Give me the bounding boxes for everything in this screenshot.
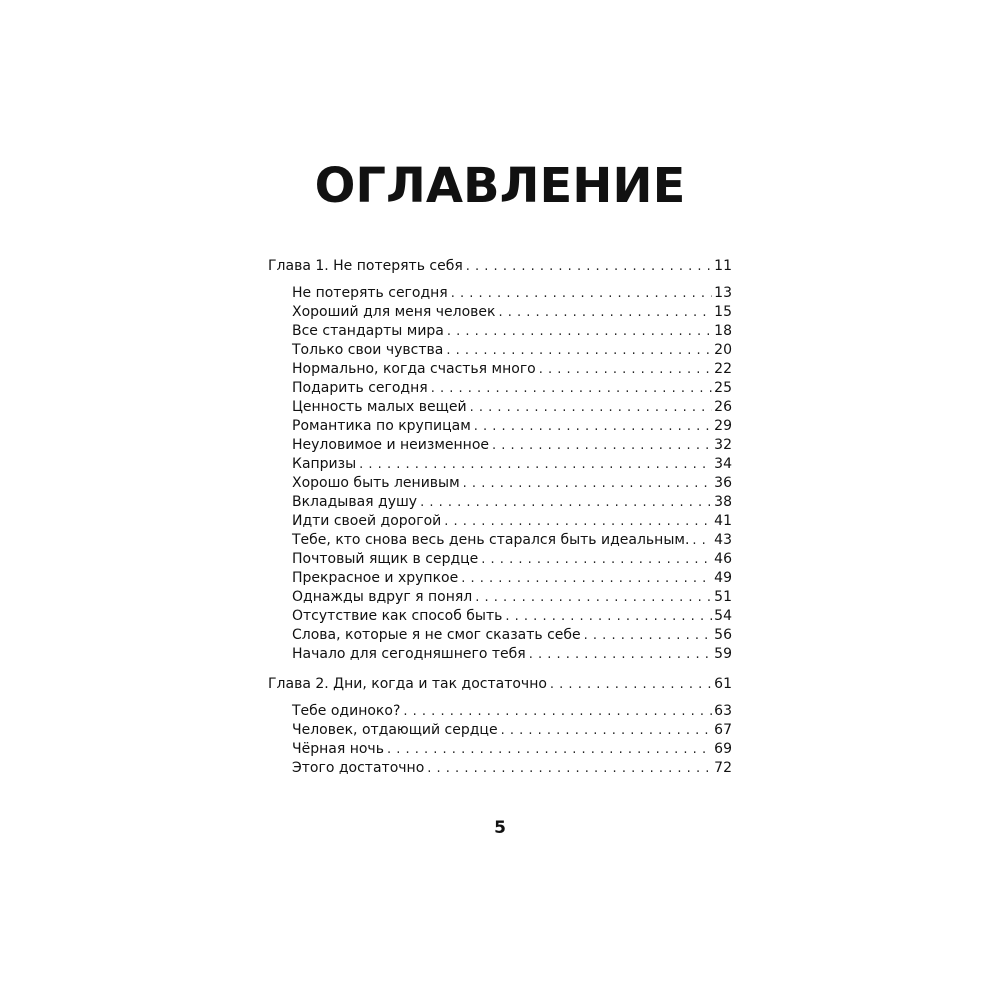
toc-entry[interactable]: [268, 379, 732, 398]
entry-page-number: 26: [714, 399, 732, 415]
entry-title: Подарить сегодня: [292, 380, 428, 396]
entry-page-number: 34: [714, 456, 732, 472]
entry-title: Слова, которые я не смог сказать себе: [292, 627, 581, 643]
toc-entry[interactable]: [268, 341, 732, 360]
entry-title: Хорошо быть ленивым: [292, 475, 460, 491]
entry-page-number: 25: [714, 380, 732, 396]
toc-entry[interactable]: [268, 455, 732, 474]
chapter-2: [268, 674, 732, 778]
toc-entry[interactable]: [268, 645, 732, 664]
entry-page-number: 13: [714, 285, 732, 301]
page-number: 5: [494, 818, 506, 838]
entry-title: Капризы: [292, 456, 357, 472]
toc-entry[interactable]: [268, 569, 732, 588]
entry-page-number: 38: [714, 494, 732, 510]
chapter-entry[interactable]: [268, 256, 732, 276]
dot-leader: [451, 284, 712, 303]
entry-page-number: 18: [714, 323, 732, 339]
toc-entry[interactable]: [268, 607, 732, 626]
dot-leader: [427, 759, 712, 778]
chapter-1: [268, 256, 732, 664]
dot-leader: [474, 417, 712, 436]
dot-leader: [470, 398, 713, 417]
dot-leader: [539, 360, 712, 379]
entry-page-number: 54: [714, 608, 732, 624]
entry-page-number: 22: [714, 361, 732, 377]
dot-leader: [403, 702, 712, 721]
entry-page-number: 67: [714, 722, 732, 738]
dot-leader: [466, 257, 712, 277]
chapter-title: Глава 2. Дни, когда и так достаточно: [268, 676, 547, 692]
dot-leader: [444, 512, 712, 531]
entry-title: Человек, отдающий сердце: [292, 722, 498, 738]
dot-leader: [529, 645, 712, 664]
dot-leader: [505, 607, 712, 626]
dot-leader: [431, 379, 712, 398]
entry-title: Только свои чувства: [292, 342, 444, 358]
entry-title: Ценность малых вещей: [292, 399, 467, 415]
chapter-entry[interactable]: [268, 674, 732, 694]
page-title: ОГЛАВЛЕНИЕ: [314, 158, 686, 214]
entry-title: Чёрная ночь: [292, 741, 384, 757]
entry-title: Вкладывая душу: [292, 494, 418, 510]
entry-title: Начало для сегодняшнего тебя: [292, 646, 526, 662]
toc-entry[interactable]: [268, 512, 732, 531]
dot-leader: [461, 569, 712, 588]
chapter-title: Глава 1. Не потерять себя: [268, 258, 463, 274]
table-of-contents: [268, 256, 732, 788]
entry-title: Прекрасное и хрупкое: [292, 570, 459, 586]
entry-title: Этого достаточно: [292, 760, 425, 776]
toc-entry[interactable]: [268, 531, 732, 550]
entry-title: Тебе, кто снова весь день старался быть идеальным.: [292, 532, 690, 548]
entry-title: Хороший для меня человек: [292, 304, 496, 320]
entry-page-number: 15: [714, 304, 732, 320]
entry-title: Тебе одиноко?: [292, 703, 401, 719]
chapter-page-number: 11: [714, 258, 732, 274]
toc-entry[interactable]: [268, 474, 732, 493]
entry-page-number: 20: [714, 342, 732, 358]
dot-leader: [550, 675, 712, 695]
entry-page-number: 46: [714, 551, 732, 567]
dot-leader: [584, 626, 713, 645]
toc-entry[interactable]: [268, 398, 732, 417]
dot-leader: [387, 740, 712, 759]
toc-entry[interactable]: [268, 493, 732, 512]
dot-leader: [475, 588, 712, 607]
toc-entry[interactable]: [268, 322, 732, 341]
dot-leader: [420, 493, 712, 512]
entry-title: Идти своей дорогой: [292, 513, 442, 529]
chapter-page-number: 61: [714, 676, 732, 692]
entry-title: Не потерять сегодня: [292, 285, 448, 301]
dot-leader: [463, 474, 713, 493]
toc-entry[interactable]: [268, 436, 732, 455]
toc-entry[interactable]: [268, 550, 732, 569]
dot-leader: [481, 550, 712, 569]
entry-page-number: 36: [714, 475, 732, 491]
entry-page-number: 56: [714, 627, 732, 643]
dot-leader: [501, 721, 713, 740]
entry-page-number: 32: [714, 437, 732, 453]
toc-entry[interactable]: [268, 284, 732, 303]
entry-title: Отсутствие как способ быть: [292, 608, 503, 624]
toc-entry[interactable]: [268, 626, 732, 645]
entry-title: Нормально, когда счастья много: [292, 361, 536, 377]
entry-page-number: 51: [714, 589, 732, 605]
toc-entry[interactable]: [268, 360, 732, 379]
toc-entry[interactable]: [268, 740, 732, 759]
entry-page-number: 63: [714, 703, 732, 719]
entry-title: Почтовый ящик в сердце: [292, 551, 479, 567]
entry-page-number: 29: [714, 418, 732, 434]
entry-page-number: 43: [714, 532, 732, 548]
dot-leader: [447, 322, 712, 341]
toc-entry[interactable]: [268, 759, 732, 778]
toc-entry[interactable]: [268, 702, 732, 721]
entry-page-number: 59: [714, 646, 732, 662]
toc-entry[interactable]: [268, 303, 732, 322]
entry-title: Все стандарты мира: [292, 323, 444, 339]
entry-page-number: 41: [714, 513, 732, 529]
entry-page-number: 69: [714, 741, 732, 757]
toc-entry[interactable]: [268, 417, 732, 436]
entry-page-number: 72: [714, 760, 732, 776]
entry-title: Романтика по крупицам: [292, 418, 471, 434]
dot-leader: [692, 531, 712, 550]
entry-title: Однажды вдруг я понял: [292, 589, 473, 605]
dot-leader: [499, 303, 713, 322]
entry-title: Неуловимое и неизменное: [292, 437, 489, 453]
entry-page-number: 49: [714, 570, 732, 586]
toc-entry[interactable]: [268, 588, 732, 607]
dot-leader: [359, 455, 712, 474]
toc-entry[interactable]: [268, 721, 732, 740]
dot-leader: [446, 341, 712, 360]
dot-leader: [492, 436, 712, 455]
